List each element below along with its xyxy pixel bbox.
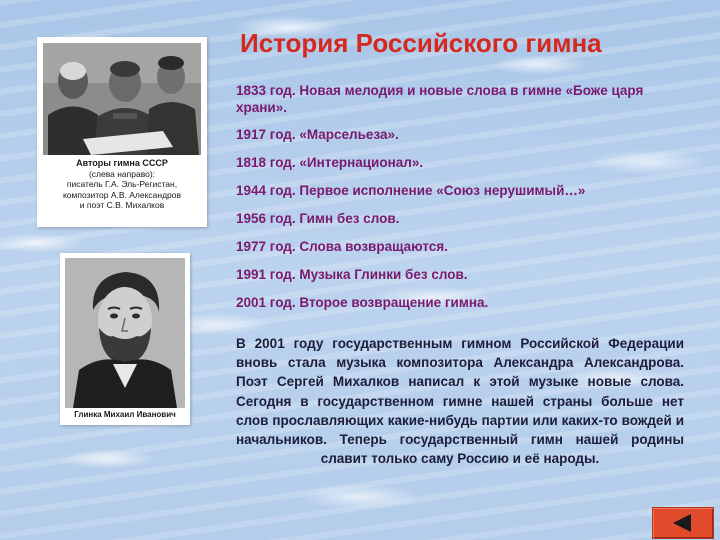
glinka-caption: Глинка Михаил Иванович — [74, 410, 176, 419]
event-1977: 1977 год. Слова возвращаются. — [236, 239, 448, 254]
event-1991: 1991 год. Музыка Глинки без слов. — [236, 267, 468, 282]
event-1833: 1833 год. Новая мелодия и новые слова в гимне «Боже царя храни». — [236, 83, 644, 115]
glinka-photo — [65, 258, 185, 408]
event-1956: 1956 год. Гимн без слов. — [236, 211, 400, 226]
glinka-portrait-image — [65, 258, 185, 408]
authors-caption-line: композитор А.В. Александров — [62, 189, 182, 200]
glinka-photo-card — [60, 253, 190, 425]
anthem-summary-paragraph: В 2001 году государственным гимном Российской Федерации вновь стала музыка композитора Александра Александрова. Поэт Сергей Михалков написал к этой музыке новые слова. Сегодня в государственном гимне нашей страны больше нет слов прославляющих какие-нибудь партии или каких-то вождей и начальников. Теперь государственный гимн нашей родины славит только саму Россию и её народы. — [236, 336, 684, 467]
event-2001: 2001 год. Второе возвращение гимна. — [236, 295, 489, 310]
authors-caption — [41, 158, 203, 211]
page-title: История Российского гимна — [240, 28, 602, 58]
authors-photo-card — [37, 37, 207, 227]
triangle-left-icon — [671, 513, 693, 533]
history-events-list — [236, 82, 688, 311]
back-button[interactable] — [652, 507, 714, 539]
event-1944: 1944 год. Первое исполнение «Союз нерушимый…» — [236, 183, 586, 198]
authors-photo — [43, 43, 201, 155]
authors-caption-line: и поэт С.В. Михалков — [79, 200, 165, 210]
authors-caption-line: (слева направо): — [88, 168, 156, 179]
authors-caption-line: писатель Г.А. Эль-Регистан, — [66, 179, 178, 189]
event-1818: 1818 год. «Интернационал». — [236, 155, 424, 170]
authors-portrait-image — [43, 43, 201, 155]
event-1917: 1917 год. «Марсельеза». — [236, 127, 399, 142]
authors-caption-title: Авторы гимна СССР — [76, 158, 168, 168]
